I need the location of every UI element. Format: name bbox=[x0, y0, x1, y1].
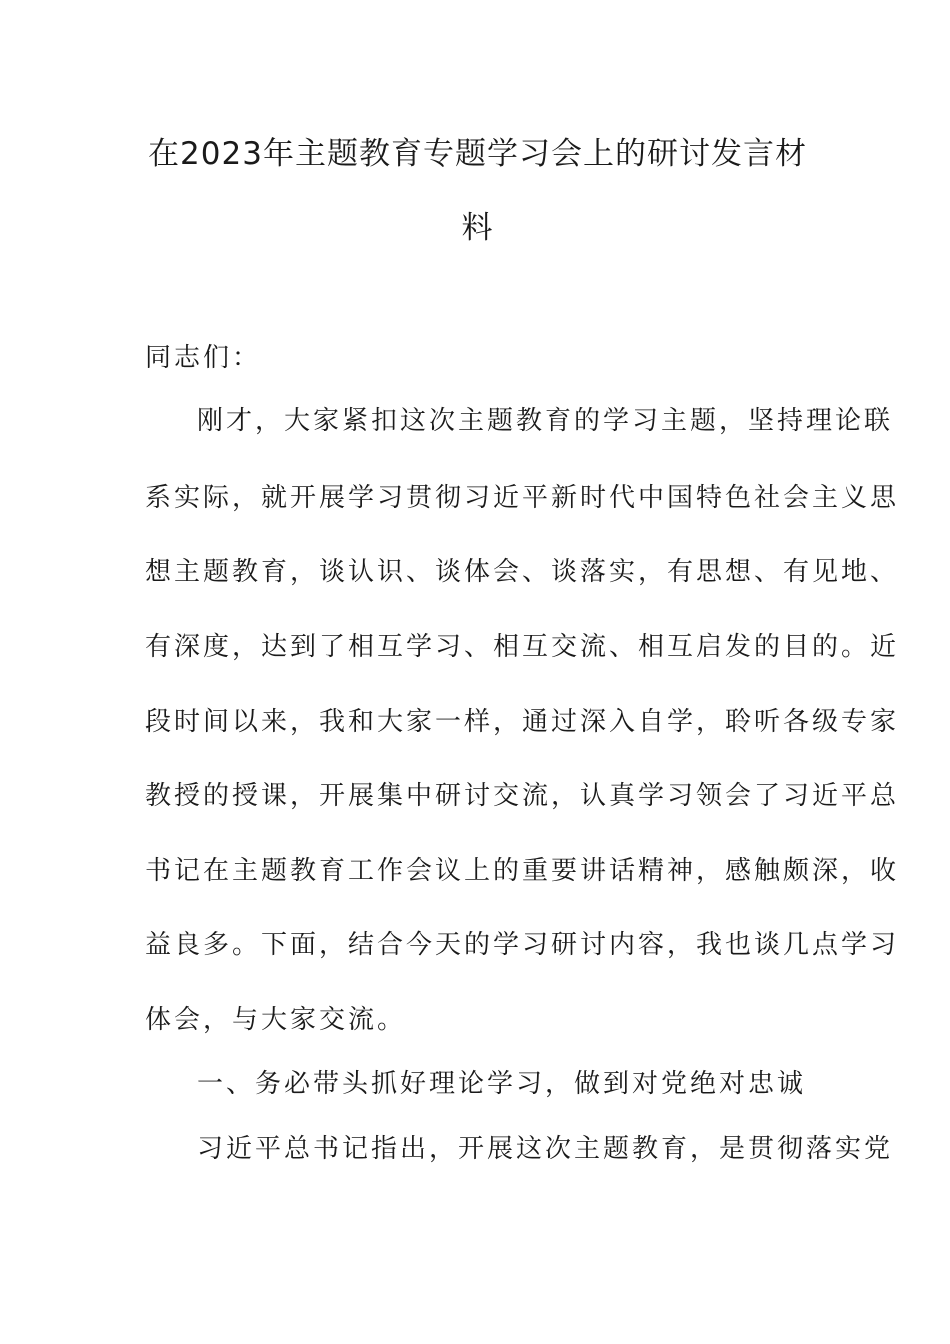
paragraph-1-line-1: 刚才，大家紧扣这次主题教育的学习主题，坚持理论联 bbox=[197, 406, 894, 436]
paragraph-1-line-4: 有深度，达到了相互学习、相互交流、相互启发的目的。近 bbox=[145, 632, 900, 662]
paragraph-1-line-3: 想主题教育，谈认识、谈体会、谈落实，有思想、有见地、 bbox=[145, 557, 900, 587]
paragraph-1-line-2: 系实际，就开展学习贯彻习近平新时代中国特色社会主义思 bbox=[145, 483, 900, 513]
paragraph-1-line-5: 段时间以来，我和大家一样，通过深入自学，聆听各级专家 bbox=[145, 707, 900, 737]
section-heading-1: 一、务必带头抓好理论学习，做到对党绝对忠诚 bbox=[197, 1069, 807, 1099]
salutation: 同志们： bbox=[145, 343, 262, 373]
paragraph-2-line-1: 习近平总书记指出，开展这次主题教育，是贯彻落实党 bbox=[197, 1134, 894, 1164]
document-title-line-1: 在2023年主题教育专题学习会上的研讨发言材 bbox=[148, 136, 807, 172]
paragraph-1-line-7: 书记在主题教育工作会议上的重要讲话精神，感触颇深，收 bbox=[145, 856, 900, 886]
document-title-line-2: 料 bbox=[461, 210, 494, 246]
paragraph-1-line-9: 体会，与大家交流。 bbox=[145, 1005, 407, 1035]
paragraph-1-line-8: 益良多。下面，结合今天的学习研讨内容，我也谈几点学习 bbox=[145, 930, 900, 960]
paragraph-1-line-6: 教授的授课，开展集中研讨交流，认真学习领会了习近平总 bbox=[145, 781, 900, 811]
